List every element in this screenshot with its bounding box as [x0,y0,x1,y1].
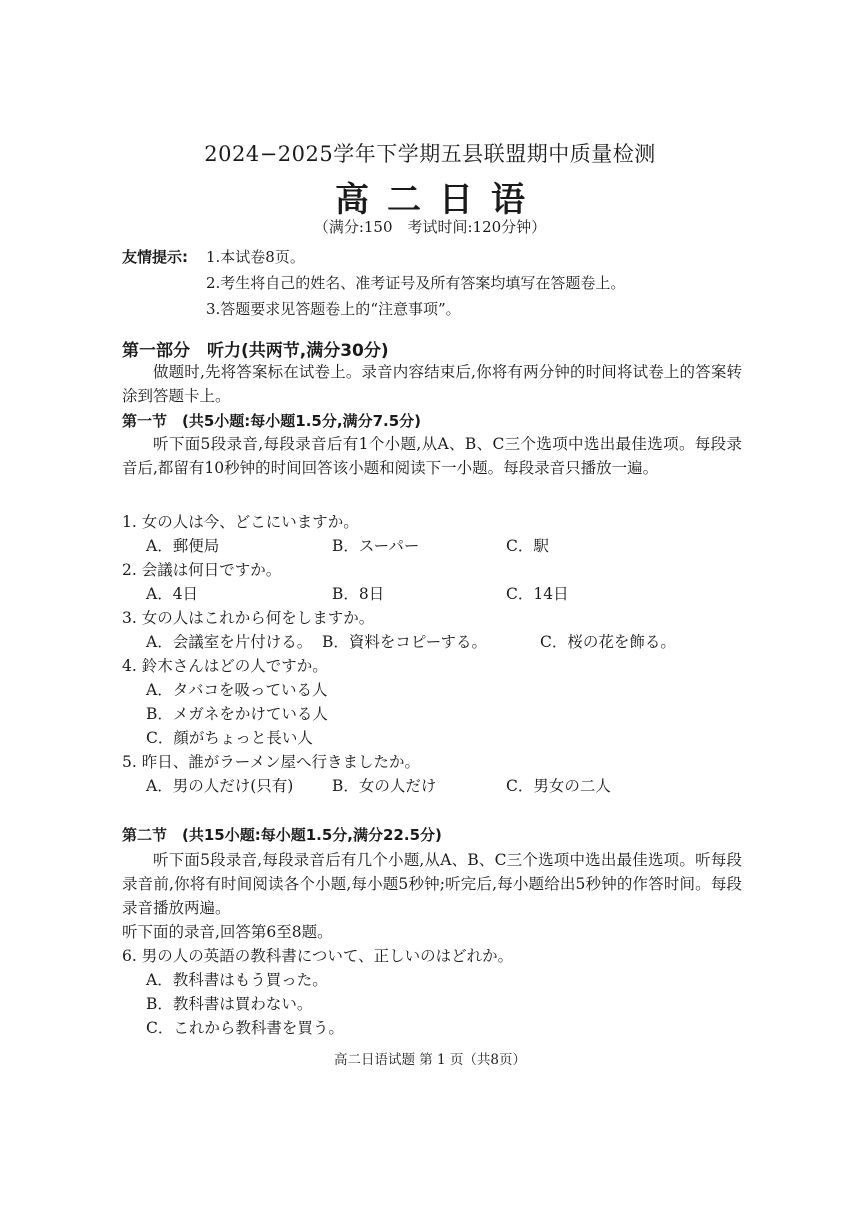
tip-item: 2.考生将自己的姓名、准考证号及所有答案均填写在答题卷上。 [206,274,626,292]
option-a: A．タバコを吸っている人 [146,681,328,699]
section2-instruction: 听下面5段录音,每段录音后有几个小题,从A、B、C三个选项中选出最佳选项。听每段录音前,你将有时间阅读各个小题,每小题5秒钟;听完后,每小题给出5秒钟的作答时间。每段录音播放两遍。 [122,851,742,917]
question-stem: 5. 昨日、誰がラーメン屋へ行きましたか。 [122,753,420,771]
score-info: （满分:150 考试时间:120分钟） [313,218,547,236]
section2-heading: 第二节 (共15小题:每小题1.5分,满分22.5分) [122,826,442,844]
option-a: A．会議室を片付ける。 [146,633,313,651]
section2-lead: 听下面的录音,回答第6至8题。 [122,923,333,941]
option-c: C．これから教科書を買う。 [146,1019,344,1037]
question-stem: 4. 鈴木さんはどの人ですか。 [122,657,328,675]
option-a: A．4日 [146,585,199,603]
section1-instruction: 听下面5段录音,每段录音后有1个小题,从A、B、C三个选项中选出最佳选项。每段录音后,都留有10秒钟的时间回答该小题和阅读下一小题。每段录音只播放一遍。 [122,435,742,477]
option-b: B．資料をコピーする。 [322,633,487,651]
option-a: A．教科書はもう買った。 [146,971,328,989]
exam-subject: 高二日语 [335,180,543,220]
exam-title: 2024−2025学年下学期五县联盟期中质量检测 [204,142,656,166]
option-c: C．顔がちょっと長い人 [146,729,313,747]
option-b: B．教科書は買わない。 [146,995,313,1013]
tip-item: 3.答题要求见答题卷上的“注意事项”。 [206,300,461,318]
question-stem: 2. 会議は何日ですか。 [122,561,282,579]
option-b: B．スーパー [332,537,420,555]
option-c: C．男女の二人 [506,777,611,795]
part1-instruction: 做题时,先将答案标在试卷上。录音内容结束后,你将有两分钟的时间将试卷上的答案转涂到答题卡上。 [122,363,742,405]
option-b: B．8日 [332,585,385,603]
option-b: B．メガネをかけている人 [146,705,328,723]
option-c: C．桜の花を飾る。 [540,633,676,651]
part1-heading: 第一部分 听力(共两节,满分30分) [122,341,389,361]
option-c: C．14日 [506,585,569,603]
option-a: A．男の人だけ(只有) [146,777,294,795]
option-b: B．女の人だけ [332,777,437,795]
page-footer: 高二日语试题 第 1 页（共8页） [333,1052,527,1068]
question-stem: 6. 男の人の英語の教科書について、正しいのはどれか。 [122,947,514,965]
tips-label: 友情提示: [122,248,188,266]
tip-item: 1.本试卷8页。 [206,248,305,266]
question-stem: 1. 女の人は今、どこにいますか。 [122,513,359,531]
option-c: C．駅 [506,537,549,555]
section1-heading: 第一节 (共5小题:每小题1.5分,满分7.5分) [122,412,421,430]
question-stem: 3. 女の人はこれから何をしますか。 [122,609,375,627]
option-a: A．郵便局 [146,537,220,555]
